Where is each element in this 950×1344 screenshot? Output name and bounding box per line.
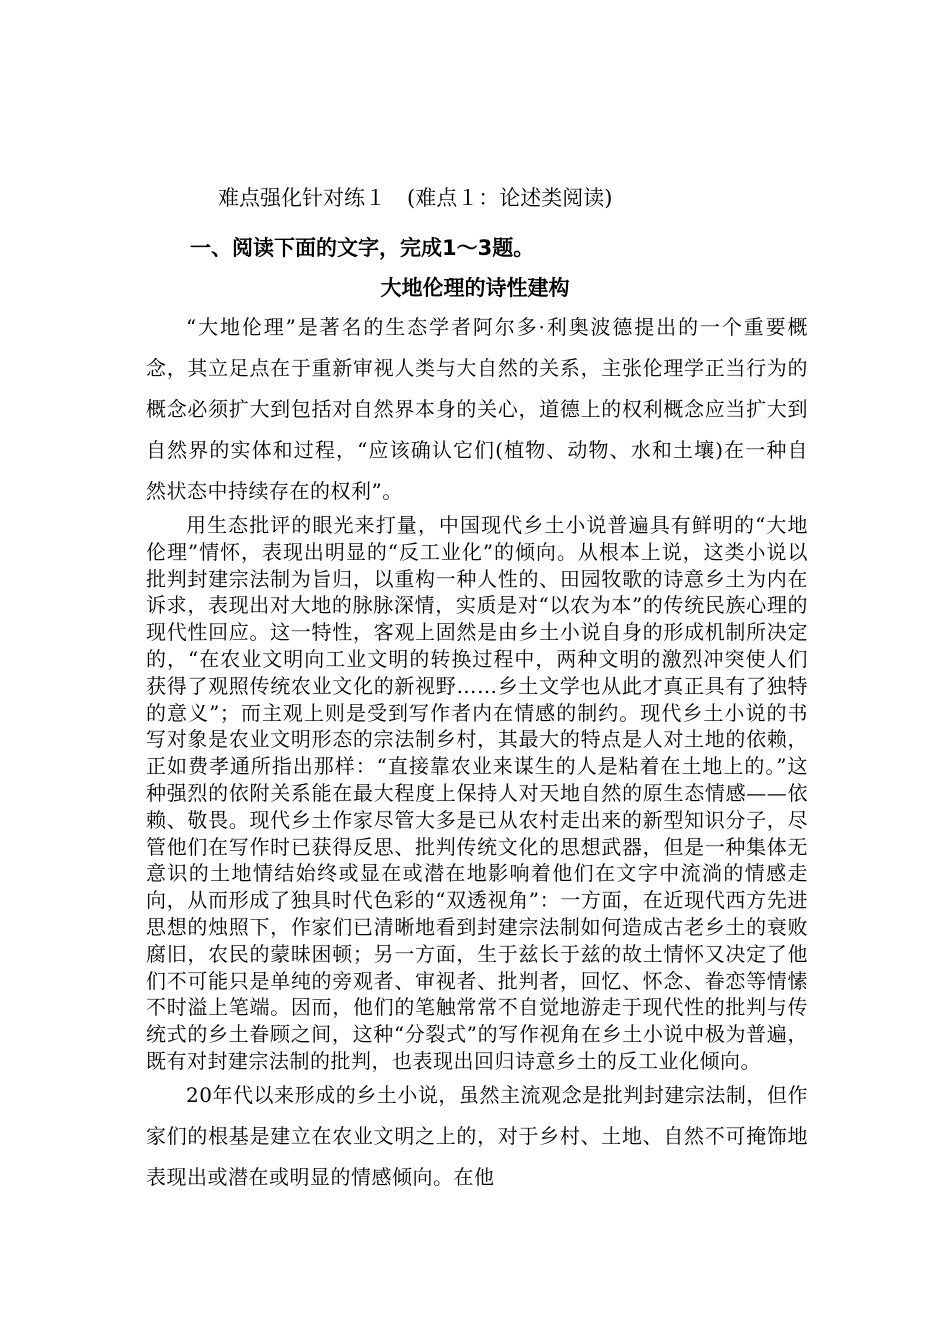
exercise-title: 难点强化针对练１ (难点１：论述类阅读) (218, 186, 613, 210)
paragraph-2: 用生态批评的眼光来打量，中国现代乡土小说普遍具有鲜明的“大地伦理”情怀，表现出明显的“反工业化”的倾向。从根本上说，这类小说以批判封建宗法制为旨归，以重构一种人性的、田园牧歌的诗意乡土为内在诉求，表现出对大地的脉脉深情，实质是对“以农为本”的传统民族心理的现代性回应。这一特性，客观上固然是由乡土小说自身的形成机制所决定的，“在农业文明向工业文明的转换过程中，两种文明的激烈冲突使人们获得了观照传统农业文化的新视野……乡土文学也从此才真正具有了独特的意义”；而主观上则是受到写作者内在情感的制约。现代乡土小说的书写对象是农业文明形态的宗法制乡村，其最大的特点是人对土地的依赖，正如费孝通所指出那样：“直接靠农业来谋生的人是粘着在土地上的。”这种强烈的依附关系能在最大程度上保持人对天地自然的原生态情感——依赖、敬畏。现代乡土作家尽管大多是已从农村走出来的新型知识分子，尽管他们在写作时已获得反思、批判传统文化的思想武器，但是一种集体无意识的土地情结始终或显在或潜在地影响着他们在文字中流淌的情感走向，从而形成了独具时代色彩的“双透视角”：一方面，在近现代西方先进思想的烛照下，作家们已清晰地看到封建宗法制如何造成古老乡土的衰败腐旧，农民的蒙昧困顿；另一方面，生于兹长于兹的故土情怀又决定了他们不可能只是单纯的旁观者、审视者、批判者，回忆、怀念、眷恋等情愫不时溢上笔端。因而，他们的笔触常常不自觉地游走于现代性的批判与传统式的乡土眷顾之间，这种“分裂式”的写作视角在乡土小说中极为普遍，既有对封建宗法制的批判，也表现出回归诗意乡土的反工业化倾向。 (146, 513, 808, 1073)
paragraph-3: 20年代以来形成的乡土小说，虽然主流观念是批判封建宗法制，但作家们的根基是建立在农业文明之上的，对于乡村、土地、自然不可掩饰地表现出或潜在或明显的情感倾向。在他 (146, 1082, 808, 1189)
paragraph-1: “大地伦理”是著名的生态学者阿尔多·利奥波德提出的一个重要概念，其立足点在于重新审视人类与大自然的关系，主张伦理学正当行为的概念必须扩大到包括对自然界本身的关心，道德上的权利概念应当扩大到自然界的实体和过程，“应该确认它们(植物、动物、水和土壤)在一种自然状态中持续存在的权利”。 (146, 315, 808, 503)
article-body (146, 307, 808, 1198)
section-heading: 一、阅读下面的文字，完成1～3题。 (190, 236, 535, 260)
article-title: 大地伦理的诗性建构 (380, 276, 570, 300)
